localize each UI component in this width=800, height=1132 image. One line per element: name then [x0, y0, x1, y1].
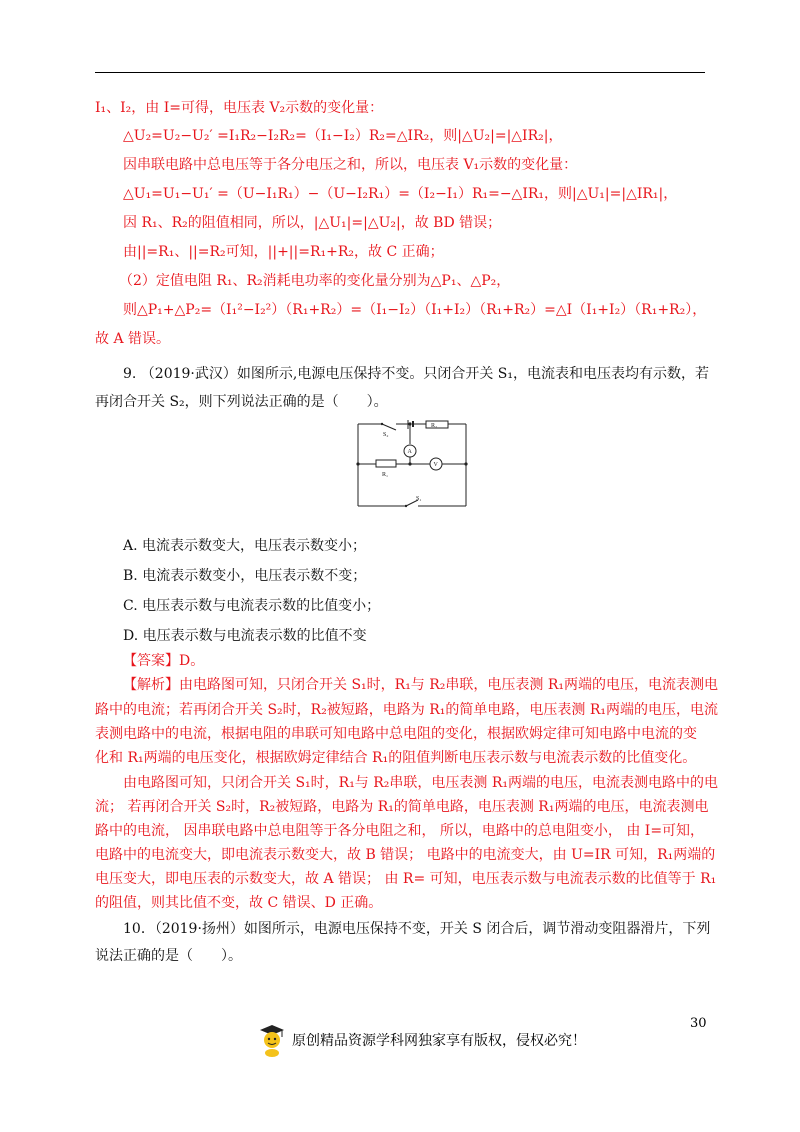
mascot-icon: [258, 1022, 286, 1058]
option-b: B. 电流表示数变小，电压表示数不变；: [123, 568, 367, 584]
voltmeter-label: V: [433, 462, 438, 468]
header-rule: [95, 72, 705, 73]
switch-s1-label: S₁: [416, 496, 422, 502]
analysis-line-9: 电压变大，即电压表的示数变大，故 A 错误； 由 R= 可知，电压表示数与电流表示数的比值等于 R₁: [95, 871, 717, 887]
circuit-diagram: [352, 420, 472, 508]
analysis-line-2: 路中的电流；若再闭合开关 S₂时，R₂被短路，电路为 R₁的简单电路，电压表测 R₁两端的电压，电流: [95, 702, 719, 718]
analysis-line-7: 路中的电流， 因串联电路中总电阻等于各分电阻之和， 所以，电路中的总电阻变小， 由 I=可知，: [95, 823, 705, 839]
analysis-line-8: 电路中的电流变大，即电流表示数变大，故 B 错误； 电路中的电流变大，由 U=IR 可知，R₁两端的: [95, 847, 716, 863]
solution-line-1: I₁、I₂，由 I=可得，电压表 V₂示数的变化量：: [95, 100, 384, 116]
question-10-line-2: 说法正确的是（ ）。: [95, 948, 242, 964]
solution-line-9: 故 A 错误。: [95, 331, 171, 347]
analysis-line-10: 的阻值，则其比值不变，故 C 错误、D 正确。: [95, 895, 383, 911]
solution-line-2: △U₂=U₂−U₂′ =I₁R₂−I₂R₂=（I₁−I₂）R₂=△IR₂，则|△U₂|=|△IR₂|，: [123, 128, 563, 144]
resistor-r2-label: R₂: [431, 423, 438, 429]
solution-line-4: △U₁=U₁−U₁′ =（U−I₁R₁）−（U−I₂R₁）=（I₂−I₁）R₁=−△IR₁，则|△U₁|=|△IR₁|，: [123, 186, 678, 202]
solution-line-5: 因 R₁、R₂的阻值相同，所以，|△U₁|=|△U₂|，故 BD 错误；: [123, 215, 502, 231]
analysis-line-6: 流； 若再闭合开关 S₂时，R₂被短路，电路为 R₁的简单电路，电压表测 R₁两端的电压，电流表测电: [95, 799, 709, 815]
answer-line: 【答案】D。: [123, 653, 205, 669]
switch-s2-label: S₂: [383, 432, 389, 438]
solution-line-7: （2）定值电阻 R₁、R₂消耗电功率的变化量分别为△P₁、△P₂，: [119, 273, 511, 289]
page-number: 30: [690, 1016, 707, 1031]
resistor-r1-label: R₁: [382, 472, 389, 478]
question-9-line-2: 再闭合开关 S₂，则下列说法正确的是（ ）。: [95, 394, 388, 410]
footer-copyright: 原创精品资源学科网独家享有版权，侵权必究！: [292, 1033, 586, 1049]
ammeter-label: A: [407, 449, 412, 455]
solution-line-3: 因串联电路中总电压等于各分电压之和，所以，电压表 V₁示数的变化量：: [123, 157, 578, 173]
analysis-line-3: 表测电路中的电流，根据电阻的串联可知电路中总电阻的变化，根据欧姆定律可知电路中电流的变: [95, 726, 697, 742]
question-10-line-1: 10．（2019·扬州）如图所示，电源电压保持不变，开关 S 闭合后，调节滑动变阻器滑片，下列: [123, 921, 711, 937]
analysis-line-5: 由电路图可知，只闭合开关 S₁时，R₁与 R₂串联，电压表测 R₁两端的电压，电流表测电路中的电: [123, 775, 719, 791]
question-9-line-1: 9. （2019·武汉）如图所示,电源电压保持不变。只闭合开关 S₁，电流表和电压表均有示数，若: [123, 366, 709, 382]
option-c: C. 电压表示数与电流表示数的比值变小；: [123, 598, 381, 614]
option-a: A. 电流表示数变大，电压表示数变小；: [123, 538, 367, 554]
option-d: D. 电压表示数与电流表示数的比值不变: [123, 628, 367, 644]
footer: [258, 1020, 586, 1060]
analysis-line-4: 化和 R₁两端的电压变化，根据欧姆定律结合 R₁的阻值判断电压表示数与电流表示数的比值变化。: [95, 750, 697, 766]
analysis-line-1: 【解析】由电路图可知，只闭合开关 S₁时，R₁与 R₂串联，电压表测 R₁两端的电压，电流表测电: [123, 677, 719, 693]
solution-line-8: 则△P₁+△P₂=（I₁²−I₂²）（R₁+R₂）=（I₁−I₂）（I₁+I₂）（R₁+R₂）=△I（I₁+I₂）（R₁+R₂），: [123, 302, 707, 318]
solution-line-6: 由||=R₁、||=R₂可知，||+||=R₁+R₂，故 C 正确；: [123, 244, 444, 260]
